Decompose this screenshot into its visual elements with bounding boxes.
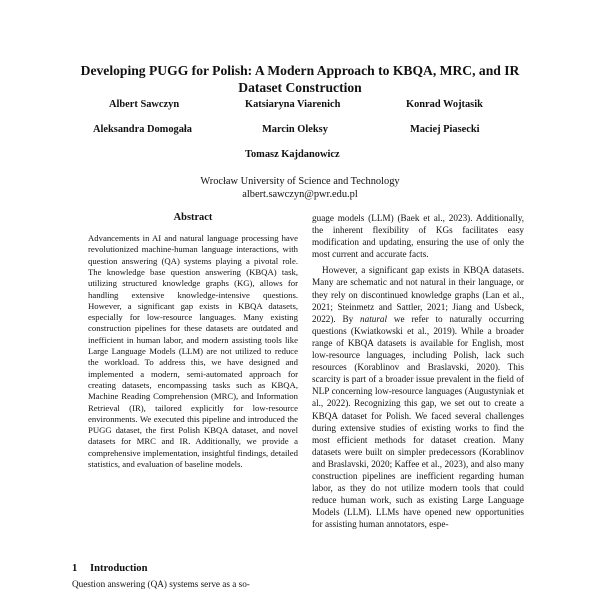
section-number: 1	[72, 563, 78, 574]
abstract-section	[88, 212, 298, 470]
author-email: albert.sawczyn@pwr.edu.pl	[242, 189, 358, 200]
author-name: Maciej Piasecki	[410, 124, 480, 135]
author-name: Konrad Wojtasik	[406, 99, 483, 110]
section-heading-introduction	[72, 563, 148, 574]
abstract-body: Advancements in AI and natural language processing have revolutionized machine-human language interactions, with question answering (QA) systems playing a pivotal role. The knowledge base question answering (KBQA) task, utilizing structured knowledge graphs (KG), allows for handling extensive knowledge-intensive questions. However, a significant gap exists in KBQA datasets, especially for low-resource languages. Many existing construction pipelines for these datasets are outdated and inefficient in human labor, and modern assisting tools like Large Language Models (LLM) are not utilized to reduce the workload. To address this, we have designed and implemented a modern, semi-automated approach for creating datasets, encompassing tasks such as KBQA, Machine Reading Comprehension (MRC), and Information Retrieval (IR), tailored explicitly for low-resource environments. We executed this pipeline and introduced the PUGG dataset, the first Polish KBQA dataset, and novel datasets for MRC and IR. Additionally, we provide a comprehensive implementation, insightful findings, detailed statistics, and evaluation of baseline models.	[88, 233, 298, 470]
abstract-heading: Abstract	[173, 212, 213, 223]
affiliation-block	[100, 175, 500, 201]
right-column	[312, 212, 524, 530]
paper-title: Developing PUGG for Polish: A Modern Approach to KBQA, MRC, and IR Dataset Construction	[80, 63, 520, 95]
author-name: Tomasz Kajdanowicz	[245, 149, 340, 160]
section-title: Introduction	[90, 563, 148, 574]
intro-first-line: Question answering (QA) systems serve as a so-	[72, 579, 250, 589]
paragraph	[312, 264, 524, 530]
affiliation: Wrocław University of Science and Technology	[200, 176, 400, 187]
text-run: However, a significant gap exists in KBQA datasets. Many are schematic and not natural in their language, or they rely on discontinued knowledge graphs (Lan et al., 2021; Steinmetz and Sattler, 2021; Jiang and Usbeck, 2022). By	[312, 265, 524, 324]
author-name: Aleksandra Domogała	[93, 124, 193, 135]
author-name: Katsiaryna Viarenich	[245, 99, 341, 110]
author-name: Albert Sawczyn	[109, 99, 180, 110]
paragraph: guage models (LLM) (Baek et al., 2023). Additionally, the inherent flexibility of KGs facilitates easy modification and updating, ensuring the use of only the most current and accurate facts.	[312, 213, 524, 260]
emphasis-natural: natural	[360, 313, 388, 324]
text-run: we refer to naturally occurring questions (Kwiatkowski et al., 2019). While a broader range of KBQA datasets is available for English, most low-resource languages, including Polish, lack such resources (Korablinov and Braslavski, 2020). This scarcity is part of a broader issue prevalent in the field of NLP concerning low-resource languages (Augustyniak et al., 2022). Recognizing this gap, we set out to create a KBQA dataset for Polish. We faced several challenges during extensive studies of existing works to find the most efficient methods for dataset creation. Many datasets were built on simpler predecessors (Korablinov and Braslavski, 2020; Kaffee et al., 2023), and also many construction pipelines are inefficient regarding human labor, as they do not utilize modern tools that could reduce human work, such as existing Large Language Models (LLM). LLMs have opened new opportunities for assisting human annotators, espe-	[312, 313, 525, 530]
author-name: Marcin Oleksy	[262, 124, 328, 135]
